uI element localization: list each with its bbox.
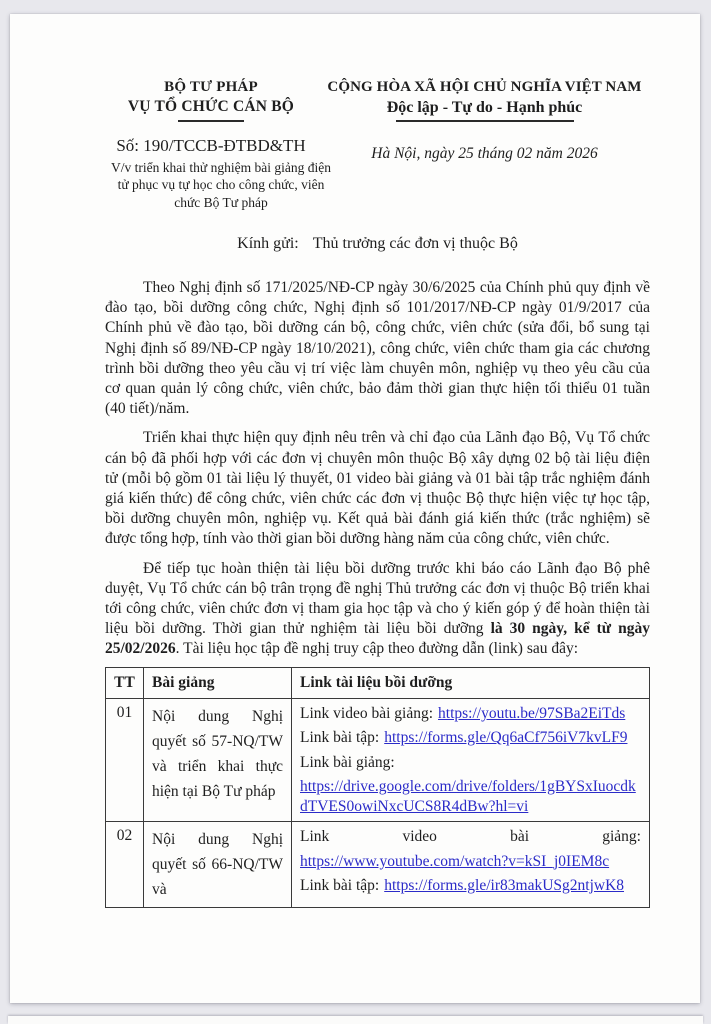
next-page-edge [8,1016,703,1024]
exercise-link-label: Link bài tập: [300,877,380,895]
row2-video-link-label-line [300,827,641,847]
lecture-drive-link[interactable]: https://drive.google.com/drive/folders/1gBYSxIuocdkdTVES0owiNxcUCS8R4dBw?hl=vi [300,778,636,815]
row2-lecture-title: Nội dung Nghị quyết số 66-NQ/TW và [144,822,292,908]
video-link-label-word: Link [300,828,330,846]
materials-links-table [105,667,650,909]
recipient-label: Kính gửi: [237,235,299,252]
place-and-date: Hà Nội, ngày 25 tháng 02 năm 2026 [371,144,598,162]
issuer-ministry: BỘ TƯ PHÁP [164,79,258,95]
row1-number: 01 [106,698,144,822]
issuer-department: VỤ TỔ CHỨC CÁN BỘ [127,98,295,115]
video-lecture-link[interactable]: https://youtu.be/97SBa2EiTds [438,704,626,722]
issuer-block [105,78,331,211]
exercise-form-link[interactable]: https://forms.gle/Qq6aCf756iV7kvLF9 [384,729,628,747]
paragraph-3-bold-deadline: là 30 ngày, kể từ ngày 25/02/2026 [105,620,650,658]
row1-video-link-line [300,704,641,724]
exercise-form-link[interactable]: https://forms.gle/ir83makUSg2ntjwK8 [384,877,625,895]
row1-lecture-link-label-line [300,753,641,773]
national-block [317,78,650,211]
row2-exercise-link-line [300,876,641,896]
motto-underline [396,120,574,122]
national-motto-line1: CỘNG HÒA XÃ HỘI CHỦ NGHĨA VIỆT NAM [327,79,642,95]
header-cell-tt: TT [106,667,144,698]
issuer-underline [178,120,244,122]
table-row [106,822,650,908]
header-cell-links: Link tài liệu bồi dưỡng [292,667,650,698]
header-cell-lecture: Bài giảng [144,667,292,698]
lecture-link-label: Link bài giảng: [300,753,395,771]
paragraph-3 [105,559,650,660]
video-link-label: Link video bài giảng: [300,704,434,722]
video-link-label-word: bài [510,828,530,846]
recipient-line [105,233,650,254]
paragraph-3-post: . Tài liệu học tập đề nghị truy cập theo đường dẫn (link) sau đây: [175,640,579,658]
paragraph-2: Triển khai thực hiện quy định nêu trên và chỉ đạo của Lãnh đạo Bộ, Vụ Tổ chức cán bộ đã phối hợp với các đơn vị chuyên môn thuộc Bộ xây dựng 02 bộ tài liệu điện tử (mỗi bộ gồm 01 tài liệu lý thuyết, 01 video bài giảng và 01 bài tập trắc nghiệm đánh giá kiến thức) để công chức, viên chức các đơn vị thuộc Bộ thực hiện việc tự học tập, bồi dưỡng chuyên môn, nghiệp vụ. Kết quả bài đánh giá kiến thức (trắc nghiệm) sẽ được tổng hợp, tính vào thời gian bồi dưỡng hàng năm của công chức, viên chức. [105,429,650,548]
national-motto-line2: Độc lập - Tự do - Hạnh phúc [386,99,583,116]
recipient-value: Thủ trưởng các đơn vị thuộc Bộ [312,235,518,252]
document-page [10,14,700,1003]
row2-video-link-line [300,852,641,872]
exercise-link-label: Link bài tập: [300,729,380,747]
document-number: Số: 190/TCCB-ĐTBD&TH [116,135,306,155]
document-subject: V/v triển khai thử nghiệm bài giảng điện tử phục vụ tự học cho công chức, viên chức Bộ Tư pháp [111,159,331,210]
paragraph-3-pre: Để tiếp tục hoàn thiện tài liệu bồi dưỡng trước khi báo cáo Lãnh đạo Bộ phê duyệt, Vụ Tổ chức cán bộ trân trọng đề nghị Thủ trưởng các đơn vị thuộc Bộ triển khai tới công chức, viên chức đơn vị tham gia học tập và cho ý kiến góp ý để hoàn thiện tài liệu bồi dưỡng. Thời gian thử nghiệm tài liệu bồi dưỡng [105,559,650,638]
video-link-label-word: giảng: [602,828,641,846]
video-lecture-link[interactable]: https://www.youtube.com/watch?v=kSI_j0IEM8c [300,852,610,870]
row1-links-cell [292,698,650,822]
paragraph-1: Theo Nghị định số 171/2025/NĐ-CP ngày 30/6/2025 của Chính phủ quy định về đào tạo, bồi dưỡng công chức, Nghị định số 101/2017/NĐ-CP ngày 01/9/2017 của Chính phủ về đào tạo, bồi dưỡng cán bộ, công chức, viên chức (sửa đổi, bổ sung tại Nghị định số 89/NĐ-CP ngày 18/10/2021), công chức, viên chức tham gia các chương trình bồi dưỡng theo yêu cầu vị trí việc làm chuyên môn, nghiệp vụ theo yêu cầu của cơ quan quản lý công chức, viên chức, bảo đảm thời gian thực hiện tối thiểu 01 tuần (40 tiết)/năm. [105,279,650,418]
row2-links-cell [292,822,650,908]
row1-lecture-title: Nội dung Nghị quyết số 57-NQ/TW và triển khai thực hiện tại Bộ Tư pháp [144,698,292,822]
table-row [106,698,650,822]
row1-lecture-link-line [300,777,641,816]
video-link-label-word: video [402,828,437,846]
document-header [105,78,650,211]
row2-number: 02 [106,822,144,908]
table-header-row [106,667,650,698]
row1-exercise-link-line [300,728,641,748]
